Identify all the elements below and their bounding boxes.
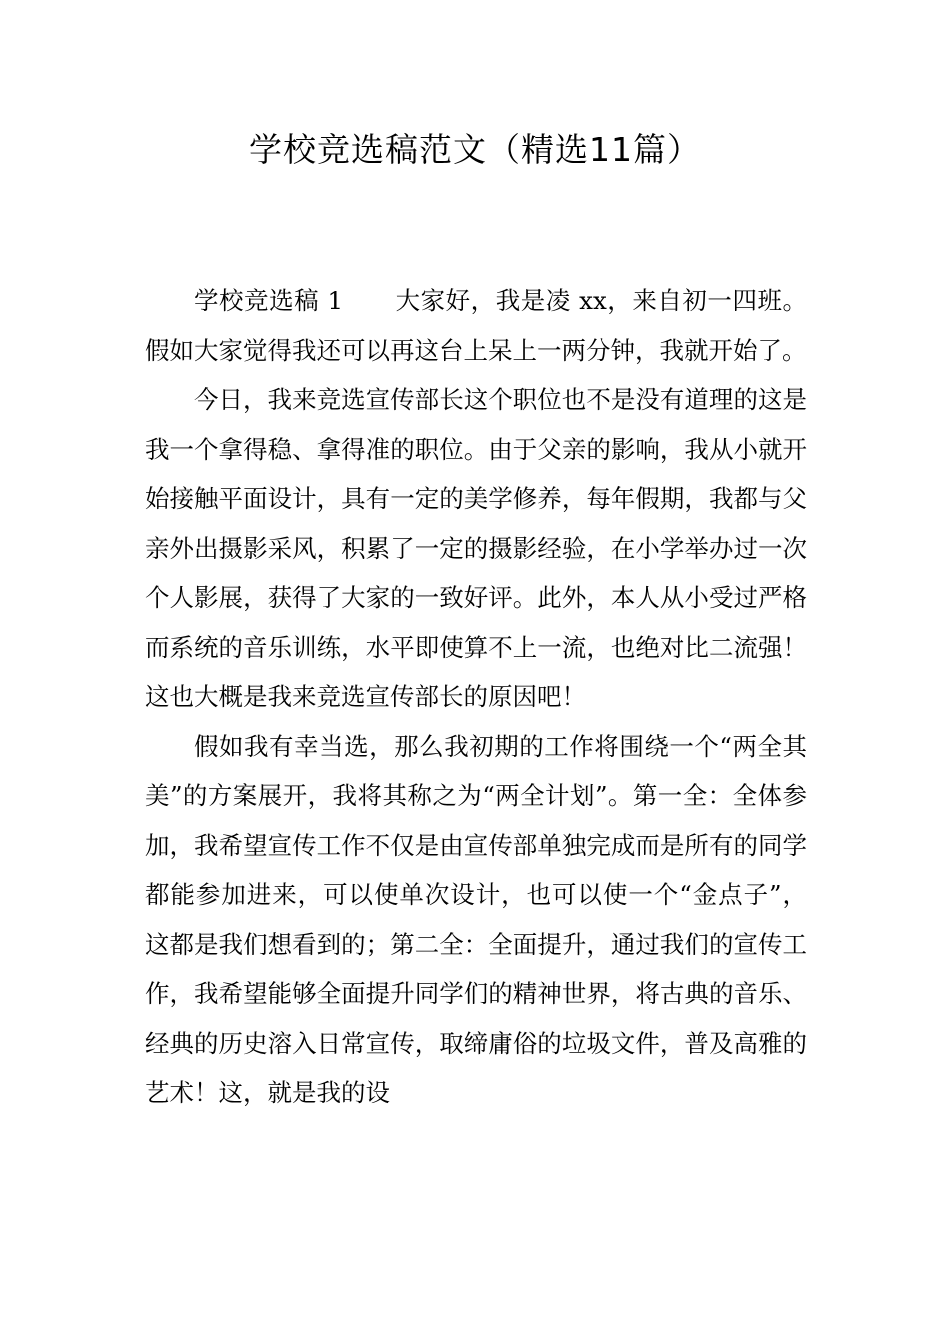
paragraph-1-text: 大家好，我是凌 xx，来自初一四班。假如大家觉得我还可以再这台上呆上一两分钟，我就开始了。 xyxy=(145,286,808,365)
document-title: 学校竞选稿范文（精选11篇） xyxy=(249,130,701,169)
paragraph-2: 今日，我来竞选宣传部长这个职位也不是没有道理的这是我一个拿得稳、拿得准的职位。由于父亲的影响，我从小就开始接触平面设计，具有一定的美学修养，每年假期，我都与父亲外出摄影采风，积累了一定的摄影经验，在小学举办过一次个人影展，获得了大家的一致好评。此外，本人从小受过严格而系统的音乐训练，水平即使算不上一流，也绝对比二流强！这也大概是我来竞选宣传部长的原因吧！ xyxy=(145,385,807,711)
paragraph-3: 假如我有幸当选，那么我初期的工作将围绕一个“两全其美”的方案展开，我将其称之为“两全计划”。第一全：全体参加，我希望宣传工作不仅是由宣传部单独完成而是所有的同学都能参加进来，可以使单次设计，也可以使一个“金点子”，这都是我们想看到的；第二全：全面提升，通过我们的宣传工作，我希望能够全面提升同学们的精神世界，将古典的音乐、经典的历史溶入日常宣传，取缔庸俗的垃圾文件，普及高雅的艺术！这，就是我的设 xyxy=(145,731,807,1107)
section-label: 学校竞选稿 1 xyxy=(194,286,344,315)
paragraph-1 xyxy=(145,276,807,375)
document-body xyxy=(145,276,807,1118)
